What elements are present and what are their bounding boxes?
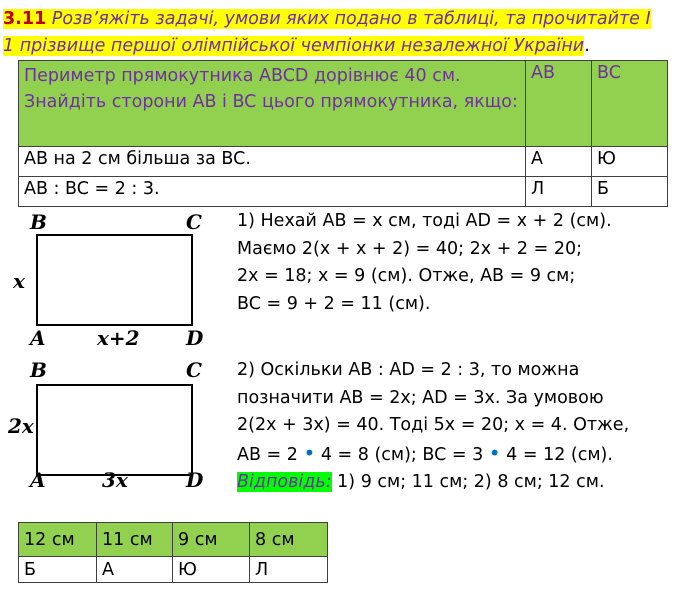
solution-2-line-1: 2) Оскільки AB : AD = 2 : 3, то можна xyxy=(237,360,580,380)
solution-1-line-2: Маємо 2(x + x + 2) = 40; 2x + 2 = 20; xyxy=(237,238,582,259)
answer-value-cell: 9 см xyxy=(173,523,250,557)
vertex-d-label: D xyxy=(186,468,204,492)
answers-values-row xyxy=(19,523,328,557)
multiply-dot: • xyxy=(488,440,501,465)
table-row xyxy=(19,147,668,177)
answers-table xyxy=(18,522,328,583)
side-bottom-label: x+2 xyxy=(97,326,140,350)
solution-1 xyxy=(237,208,612,318)
answer-letter-cell: Б xyxy=(19,557,97,583)
table-header-bc: BC xyxy=(592,61,668,147)
solution-1-line-3: 2x = 18; x = 9 (см). Отже, AB = 9 см; xyxy=(237,266,576,286)
solution-1-line-1: 1) Нехай AB = x см, тоді AD = x + 2 (см). xyxy=(237,211,612,231)
table-header-ab: AB xyxy=(526,61,592,147)
table-cell-bc: Ю xyxy=(592,147,668,177)
answers-letters-row xyxy=(19,557,328,583)
rectangle-shape xyxy=(37,385,192,475)
task-text-line-2: 1 прізвище першої олімпійської чемпіонки незалежної України xyxy=(3,36,585,56)
answer-letter-cell: Л xyxy=(250,557,328,583)
vertex-a-label: A xyxy=(30,326,46,350)
rectangle-shape xyxy=(37,235,192,325)
table-cell-bc: Б xyxy=(592,177,668,207)
side-left-label: 2x xyxy=(8,414,34,438)
rectangle-figure-1 xyxy=(0,205,230,355)
multiply-dot: • xyxy=(303,440,316,465)
solution-2-line-4-b: 4 = 8 (см); BC = 3 xyxy=(315,444,489,465)
solution-2-line-4-c: 4 = 12 (см). xyxy=(500,444,613,465)
conditions-table xyxy=(18,60,668,207)
solution-2 xyxy=(237,357,629,497)
table-header-condition: Периметр прямокутника ABCD дорівнює 40 см. Знайдіть сторони AB і BC цього прямокутника, якщо: xyxy=(19,61,526,147)
task-text-line-1: Розв’яжіть задачі, умови яких подано в таблиці, та прочитайте І xyxy=(51,9,651,29)
answer-letter-cell: А xyxy=(97,557,173,583)
answer-value-cell: 11 см xyxy=(97,523,173,557)
vertex-b-label: B xyxy=(30,358,47,382)
table-cell-condition: AB на 2 см більша за BC. xyxy=(19,147,526,177)
solution-2-line-3: 2(2x + 3x) = 40. Тоді 5x = 20; x = 4. Отже, xyxy=(237,415,630,435)
vertex-d-label: D xyxy=(186,326,204,350)
table-cell-ab: А xyxy=(526,147,592,177)
answer-line xyxy=(237,469,629,497)
task-number: 3.11 xyxy=(3,9,47,29)
header-period: . xyxy=(584,36,590,56)
vertex-a-label: A xyxy=(30,468,46,492)
task-header xyxy=(3,6,693,60)
solution-2-line-4-a: AB = 2 xyxy=(237,444,304,465)
answer-letter-cell: Ю xyxy=(173,557,250,583)
solution-2-line-4 xyxy=(237,440,629,470)
table-header-row xyxy=(19,61,668,147)
table-cell-condition: AB : BC = 2 : 3. xyxy=(19,177,526,207)
rectangle-figure-2 xyxy=(0,355,230,505)
answer-text: 1) 9 см; 11 см; 2) 8 см; 12 см. xyxy=(331,472,605,492)
answer-value-cell: 12 см xyxy=(19,523,97,557)
vertex-c-label: C xyxy=(186,358,202,382)
solution-1-line-4: BC = 9 + 2 = 11 (см). xyxy=(237,293,431,314)
side-left-label: x xyxy=(13,269,25,293)
vertex-b-label: B xyxy=(30,210,47,234)
table-cell-ab: Л xyxy=(526,177,592,207)
answer-value-cell: 8 см xyxy=(250,523,328,557)
answer-label: Відповідь: xyxy=(237,472,332,492)
table-row xyxy=(19,177,668,207)
vertex-c-label: C xyxy=(186,210,202,234)
header-line-1 xyxy=(3,9,651,29)
side-bottom-label: 3x xyxy=(102,468,128,492)
solution-2-line-2: позначити AB = 2x; AD = 3x. За умовою xyxy=(237,387,604,408)
header-line-2 xyxy=(3,36,584,56)
